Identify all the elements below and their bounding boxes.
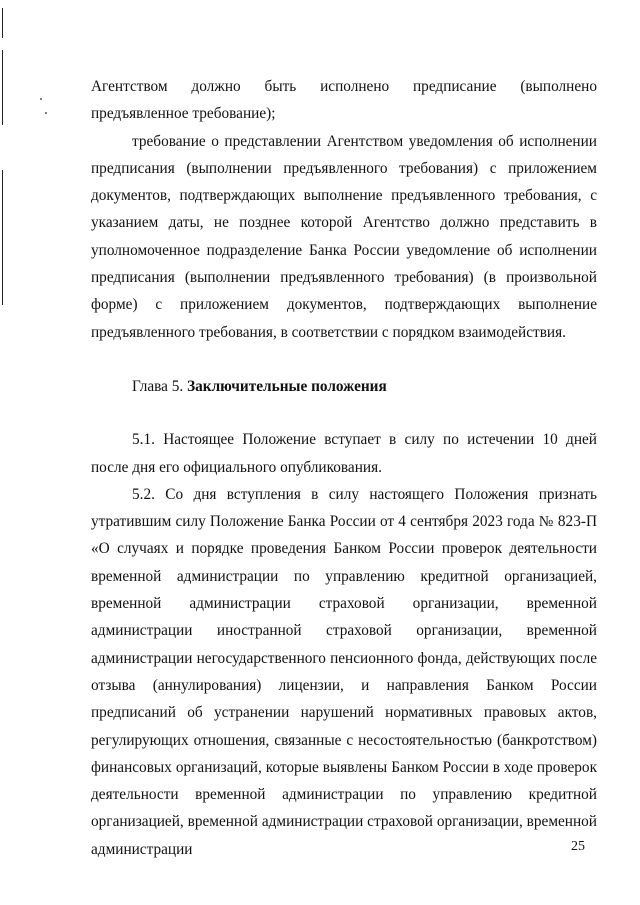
scan-edge-mark [2, 50, 3, 125]
paragraph-5-1: 5.1. Настоящее Положение вступает в силу по истечении 10 дней после дня его официального опубликования. [91, 431, 597, 476]
chapter-title: Заключительные положения [187, 377, 387, 395]
paragraph-5-2: 5.2. Со дня вступления в силу настоящего Положения признать утратившим силу Положение Банка России от 4 сентября 2023 года № 823-П «О случаях и порядке проведения Банком России проверок деятельности временной администрации по управлению кредитной организацией, временной администрации страховой организации, временной администрации иностранной страховой организации, временной администрации негосударственного пенсионного фонда, действующих после отзыва (аннулирования) лицензии, и направления Банком России предписаний об устранении нарушений нормативных правовых актов, регулирующих отношения, связанные с несостоятельностью (банкротством) финансовых организаций, которые выявлены Банком России в ходе проверок деятельности временной администрации по управлению кредитной организацией, временной администрации страховой организации, временной администрации [91, 485, 597, 858]
scan-speck [45, 112, 47, 114]
page-number: 25 [571, 839, 585, 854]
scan-edge-mark [2, 8, 3, 38]
paragraph-continuation: Агентством должно быть исполнено предписание (выполнено предъявленное требование); [91, 78, 597, 123]
paragraph-requirement: требование о представлении Агентством уведомления об исполнении предписания (выполнении предъявленного требования) с приложением документов, подтверждающих выполнение предъявленного требования, с указанием даты, не позднее которой Агентство должно представить в уполномоченное подразделение Банка России уведомление об исполнении предписания (выполнении предъявленного требования) (в произвольной форме) с приложением документов, подтверждающих выполнение предъявленного требования, в соответствии с порядком взаимодействия. [91, 132, 597, 341]
scan-speck [40, 98, 42, 100]
document-body [91, 73, 597, 863]
chapter-prefix: Глава 5. [132, 377, 184, 395]
scan-edge-mark [2, 170, 3, 305]
chapter-heading [91, 373, 597, 400]
